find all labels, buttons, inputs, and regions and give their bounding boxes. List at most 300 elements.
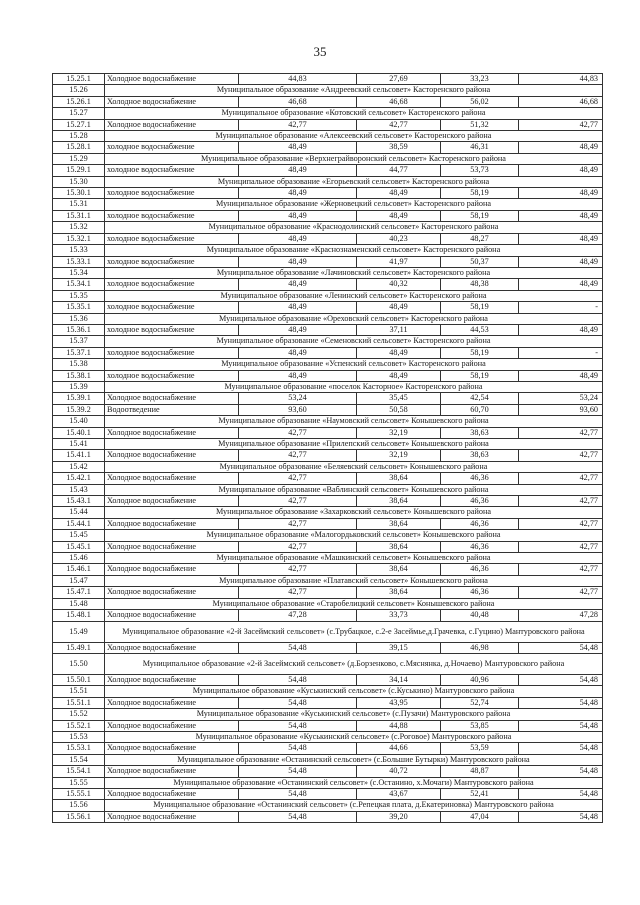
tariff-value: 48,49: [519, 324, 603, 335]
tariff-value: 52,41: [441, 788, 519, 799]
row-number: 15.54.1: [53, 766, 105, 777]
tariff-value: 38,64: [357, 518, 441, 529]
municipality-name: Муниципальное образование «Краснознаменский сельсовет» Касторенского района: [105, 245, 603, 256]
tariff-value: 32,19: [357, 450, 441, 461]
service-label: Холодное водоснабжение: [105, 766, 239, 777]
row-number: 15.29.1: [53, 165, 105, 176]
tariff-value: 38,64: [357, 496, 441, 507]
municipality-name: Муниципальное образование «Куськинский сельсовет» (с.Куськино) Мантуровского района: [105, 686, 603, 697]
tariff-value: 42,77: [239, 518, 357, 529]
tariff-value: 42,77: [239, 119, 357, 130]
row-number: 15.40: [53, 416, 105, 427]
tariff-value: 46,68: [239, 96, 357, 107]
row-number: 15.55: [53, 777, 105, 788]
service-label: Холодное водоснабжение: [105, 587, 239, 598]
row-number: 15.49: [53, 621, 105, 642]
row-number: 15.37.1: [53, 347, 105, 358]
service-label: Холодное водоснабжение: [105, 674, 239, 685]
row-number: 15.56.1: [53, 811, 105, 822]
section-header-row: [53, 621, 603, 642]
tariff-row: [53, 74, 603, 85]
section-header-row: [53, 553, 603, 564]
tariff-value: 48,49: [519, 256, 603, 267]
tariff-value: 47,28: [519, 610, 603, 621]
tariff-value: 93,60: [519, 404, 603, 415]
tariff-value: 34,14: [357, 674, 441, 685]
tariff-value: 58,19: [441, 210, 519, 221]
tariff-value: 40,96: [441, 674, 519, 685]
municipality-name: Муниципальное образование «Малогордьковский сельсовет» Конышевского района: [105, 530, 603, 541]
municipality-name: Муниципальное образование «2-й Засеймский сельсовет» (с.Трубацкое, с.2-е Засеймье,д.Грачевка, с.Гуцино) Мантуровского района: [105, 621, 603, 642]
service-label: Холодное водоснабжение: [105, 427, 239, 438]
row-number: 15.52.1: [53, 720, 105, 731]
tariff-value: 42,77: [519, 473, 603, 484]
service-label: Холодное водоснабжение: [105, 811, 239, 822]
tariff-row: [53, 743, 603, 754]
row-number: 15.26.1: [53, 96, 105, 107]
section-header-row: [53, 575, 603, 586]
row-number: 15.27.1: [53, 119, 105, 130]
tariff-value: 54,48: [519, 811, 603, 822]
service-label: холодное водоснабжение: [105, 279, 239, 290]
tariff-value: 44,83: [239, 74, 357, 85]
tariff-value: 58,19: [441, 370, 519, 381]
tariff-value: 54,48: [519, 720, 603, 731]
row-number: 15.30: [53, 176, 105, 187]
tariff-value: 38,63: [441, 450, 519, 461]
service-label: Холодное водоснабжение: [105, 96, 239, 107]
tariff-value: 35,45: [357, 393, 441, 404]
service-label: Холодное водоснабжение: [105, 393, 239, 404]
municipality-name: Муниципальное образование «Старобелицкий сельсовет» Конышевского района: [105, 598, 603, 609]
municipality-name: Муниципальное образование «Куськинский сельсовет» (с.Роговое) Мантуровского района: [105, 731, 603, 742]
tariff-row: [53, 370, 603, 381]
tariff-row: [53, 674, 603, 685]
tariff-value: 44,66: [357, 743, 441, 754]
tariff-value: 48,49: [357, 302, 441, 313]
tariff-value: 44,53: [441, 324, 519, 335]
service-label: холодное водоснабжение: [105, 256, 239, 267]
tariff-row: [53, 720, 603, 731]
service-label: холодное водоснабжение: [105, 347, 239, 358]
row-number: 15.49.1: [53, 642, 105, 653]
tariff-value: 48,49: [239, 210, 357, 221]
row-number: 15.28: [53, 131, 105, 142]
tariff-value: 43,67: [357, 788, 441, 799]
service-label: Холодное водоснабжение: [105, 642, 239, 653]
municipality-name: Муниципальное образование «Прилепский сельсовет» Конышевского района: [105, 439, 603, 450]
tariff-row: [53, 450, 603, 461]
tariff-value: 48,49: [519, 370, 603, 381]
tariff-value: 48,49: [357, 370, 441, 381]
section-header-row: [53, 598, 603, 609]
row-number: 15.44.1: [53, 518, 105, 529]
tariff-value: 42,77: [357, 119, 441, 130]
row-number: 15.31: [53, 199, 105, 210]
tariff-value: 40,23: [357, 233, 441, 244]
tariff-value: 48,87: [441, 766, 519, 777]
service-label: Холодное водоснабжение: [105, 564, 239, 575]
tariff-value: 54,48: [519, 642, 603, 653]
tariff-value: 46,36: [441, 473, 519, 484]
row-number: 15.47.1: [53, 587, 105, 598]
section-header-row: [53, 85, 603, 96]
row-number: 15.41: [53, 439, 105, 450]
tariff-value: 42,77: [239, 564, 357, 575]
row-number: 15.32: [53, 222, 105, 233]
section-header-row: [53, 800, 603, 811]
section-header-row: [53, 108, 603, 119]
municipality-name: Муниципальное образование «Захарковский сельсовет» Конышевского района: [105, 507, 603, 518]
tariff-row: [53, 473, 603, 484]
tariff-value: 46,98: [441, 642, 519, 653]
tariff-value: 38,64: [357, 541, 441, 552]
service-label: Холодное водоснабжение: [105, 697, 239, 708]
tariff-value: 40,48: [441, 610, 519, 621]
municipality-name: Муниципальное образование «Куськинский сельсовет» (с.Пузачи) Мантуровского района: [105, 709, 603, 720]
row-number: 15.28.1: [53, 142, 105, 153]
service-label: Холодное водоснабжение: [105, 720, 239, 731]
tariff-value: 33,23: [441, 74, 519, 85]
tariff-value: 46,36: [441, 518, 519, 529]
tariff-value: 48,49: [519, 165, 603, 176]
tariff-value: 42,77: [519, 450, 603, 461]
tariff-value: 44,88: [357, 720, 441, 731]
section-header-row: [53, 245, 603, 256]
tariff-value: 48,49: [239, 279, 357, 290]
municipality-name: Муниципальное образование «Останинский сельсовет» (с.Останино, х.Мочаги) Мантуровского района: [105, 777, 603, 788]
service-label: Холодное водоснабжение: [105, 74, 239, 85]
municipality-name: Муниципальное образование «Машкинский сельсовет» Конышевского района: [105, 553, 603, 564]
tariff-value: 32,19: [357, 427, 441, 438]
tariff-value: 48,49: [239, 142, 357, 153]
section-header-row: [53, 199, 603, 210]
row-number: 15.29: [53, 153, 105, 164]
tariff-value: 42,77: [519, 518, 603, 529]
service-label: холодное водоснабжение: [105, 210, 239, 221]
section-header-row: [53, 359, 603, 370]
service-label: Холодное водоснабжение: [105, 496, 239, 507]
tariff-value: 42,77: [519, 427, 603, 438]
tariff-value: 56,02: [441, 96, 519, 107]
tariff-value: 54,48: [519, 788, 603, 799]
tariff-value: 54,48: [239, 720, 357, 731]
section-header-row: [53, 731, 603, 742]
tariff-value: 46,31: [441, 142, 519, 153]
tariff-value: 39,15: [357, 642, 441, 653]
row-number: 15.39.1: [53, 393, 105, 404]
tariff-value: 48,49: [357, 210, 441, 221]
tariff-value: 53,24: [239, 393, 357, 404]
tariff-row: [53, 496, 603, 507]
section-header-row: [53, 754, 603, 765]
row-number: 15.38: [53, 359, 105, 370]
tariff-value: 54,48: [239, 743, 357, 754]
tariff-value: 42,77: [239, 473, 357, 484]
tariff-value: 40,72: [357, 766, 441, 777]
tariff-value: 54,48: [239, 674, 357, 685]
municipality-name: Муниципальное образование «Наумовский сельсовет» Конышевского района: [105, 416, 603, 427]
row-number: 15.34.1: [53, 279, 105, 290]
row-number: 15.34: [53, 267, 105, 278]
tariff-value: 54,48: [519, 697, 603, 708]
row-number: 15.43: [53, 484, 105, 495]
tariff-value: 46,68: [357, 96, 441, 107]
tariff-value: 48,49: [357, 188, 441, 199]
tariff-value: 58,19: [441, 302, 519, 313]
tariff-value: 48,49: [239, 165, 357, 176]
tariff-value: 93,60: [239, 404, 357, 415]
service-label: холодное водоснабжение: [105, 370, 239, 381]
service-label: холодное водоснабжение: [105, 188, 239, 199]
municipality-name: Муниципальное образование «Ореховский сельсовет» Касторенского района: [105, 313, 603, 324]
service-label: Холодное водоснабжение: [105, 450, 239, 461]
row-number: 15.38.1: [53, 370, 105, 381]
tariff-row: [53, 610, 603, 621]
section-header-row: [53, 153, 603, 164]
section-header-row: [53, 507, 603, 518]
service-label: Водоотведение: [105, 404, 239, 415]
row-number: 15.45: [53, 530, 105, 541]
tariff-value: 46,36: [441, 564, 519, 575]
municipality-name: Муниципальное образование «Краснодолинский сельсовет» Касторенского района: [105, 222, 603, 233]
row-number: 15.44: [53, 507, 105, 518]
municipality-name: Муниципальное образование «2-й Засеймский сельсовет» (д.Борзенково, с.Мяснянка, д.Ночаево) Мантуровского района: [105, 653, 603, 674]
row-number: 15.35: [53, 290, 105, 301]
tariff-value: 48,49: [519, 188, 603, 199]
tariff-value: 48,49: [239, 324, 357, 335]
tariff-value: 54,48: [239, 788, 357, 799]
municipality-name: Муниципальное образование «поселок Касторное» Касторенского района: [105, 381, 603, 392]
row-number: 15.48: [53, 598, 105, 609]
municipality-name: Муниципальное образование «Котовский сельсовет» Касторенского района: [105, 108, 603, 119]
tariff-row: [53, 233, 603, 244]
tariff-value: 42,77: [519, 564, 603, 575]
row-number: 15.45.1: [53, 541, 105, 552]
service-label: холодное водоснабжение: [105, 302, 239, 313]
row-number: 15.35.1: [53, 302, 105, 313]
row-number: 15.39.2: [53, 404, 105, 415]
section-header-row: [53, 686, 603, 697]
service-label: Холодное водоснабжение: [105, 119, 239, 130]
tariff-value: 53,59: [441, 743, 519, 754]
tariff-value: 54,48: [239, 697, 357, 708]
tariff-row: [53, 210, 603, 221]
row-number: 15.33: [53, 245, 105, 256]
tariff-row: [53, 541, 603, 552]
tariff-row: [53, 96, 603, 107]
tariff-value: 46,36: [441, 496, 519, 507]
tariff-value: 47,28: [239, 610, 357, 621]
tariff-table: [52, 73, 603, 823]
tariff-row: [53, 427, 603, 438]
tariff-value: 44,77: [357, 165, 441, 176]
tariff-value: 53,85: [441, 720, 519, 731]
tariff-value: 38,64: [357, 587, 441, 598]
tariff-value: 54,48: [519, 674, 603, 685]
tariff-value: 48,49: [239, 347, 357, 358]
row-number: 15.50.1: [53, 674, 105, 685]
municipality-name: Муниципальное образование «Верхнеграйворонский сельсовет» Касторенского района: [105, 153, 603, 164]
row-number: 15.53: [53, 731, 105, 742]
service-label: Холодное водоснабжение: [105, 473, 239, 484]
row-number: 15.47: [53, 575, 105, 586]
tariff-value: 47,04: [441, 811, 519, 822]
tariff-value: 48,49: [519, 233, 603, 244]
row-number: 15.25.1: [53, 74, 105, 85]
tariff-value: 48,49: [239, 370, 357, 381]
tariff-value: 48,38: [441, 279, 519, 290]
tariff-value: 54,48: [519, 766, 603, 777]
row-number: 15.51.1: [53, 697, 105, 708]
tariff-value: 48,49: [519, 142, 603, 153]
row-number: 15.39: [53, 381, 105, 392]
section-header-row: [53, 777, 603, 788]
tariff-table-body: [53, 74, 603, 823]
service-label: холодное водоснабжение: [105, 142, 239, 153]
tariff-value: 54,48: [239, 642, 357, 653]
section-header-row: [53, 461, 603, 472]
tariff-value: 38,59: [357, 142, 441, 153]
tariff-row: [53, 347, 603, 358]
row-number: 15.56: [53, 800, 105, 811]
row-number: 15.42.1: [53, 473, 105, 484]
service-label: Холодное водоснабжение: [105, 788, 239, 799]
tariff-value: -: [519, 302, 603, 313]
tariff-row: [53, 256, 603, 267]
row-number: 15.46.1: [53, 564, 105, 575]
tariff-value: 48,49: [239, 256, 357, 267]
tariff-value: 44,83: [519, 74, 603, 85]
municipality-name: Муниципальное образование «Останинский сельсовет» (с.Репецкая плата, д.Екатериновка) Мантуровского района: [105, 800, 603, 811]
service-label: Холодное водоснабжение: [105, 610, 239, 621]
tariff-value: 54,48: [519, 743, 603, 754]
tariff-value: 46,36: [441, 541, 519, 552]
tariff-value: 48,49: [357, 347, 441, 358]
row-number: 15.55.1: [53, 788, 105, 799]
tariff-value: 54,48: [239, 811, 357, 822]
service-label: Холодное водоснабжение: [105, 518, 239, 529]
tariff-value: 53,73: [441, 165, 519, 176]
tariff-row: [53, 165, 603, 176]
section-header-row: [53, 267, 603, 278]
tariff-value: 42,77: [239, 496, 357, 507]
tariff-value: 37,11: [357, 324, 441, 335]
service-label: Холодное водоснабжение: [105, 541, 239, 552]
tariff-value: 42,77: [519, 119, 603, 130]
tariff-value: 33,73: [357, 610, 441, 621]
tariff-value: 50,37: [441, 256, 519, 267]
tariff-row: [53, 587, 603, 598]
municipality-name: Муниципальное образование «Алексеевский сельсовет» Касторенского района: [105, 131, 603, 142]
tariff-value: 48,27: [441, 233, 519, 244]
tariff-value: 39,20: [357, 811, 441, 822]
tariff-value: 53,24: [519, 393, 603, 404]
service-label: холодное водоснабжение: [105, 165, 239, 176]
row-number: 15.37: [53, 336, 105, 347]
tariff-value: 51,32: [441, 119, 519, 130]
tariff-value: 27,69: [357, 74, 441, 85]
tariff-row: [53, 119, 603, 130]
section-header-row: [53, 176, 603, 187]
row-number: 15.43.1: [53, 496, 105, 507]
tariff-row: [53, 279, 603, 290]
tariff-row: [53, 324, 603, 335]
tariff-row: [53, 188, 603, 199]
tariff-value: 52,74: [441, 697, 519, 708]
tariff-row: [53, 788, 603, 799]
municipality-name: Муниципальное образование «Ленинский сельсовет» Касторенского района: [105, 290, 603, 301]
municipality-name: Муниципальное образование «Платавский сельсовет» Конышевского района: [105, 575, 603, 586]
section-header-row: [53, 131, 603, 142]
section-header-row: [53, 484, 603, 495]
row-number: 15.40.1: [53, 427, 105, 438]
tariff-row: [53, 697, 603, 708]
tariff-value: 42,54: [441, 393, 519, 404]
row-number: 15.30.1: [53, 188, 105, 199]
municipality-name: Муниципальное образование «Лачиновский сельсовет» Касторенского района: [105, 267, 603, 278]
tariff-value: 60,70: [441, 404, 519, 415]
row-number: 15.48.1: [53, 610, 105, 621]
tariff-value: -: [519, 347, 603, 358]
tariff-row: [53, 142, 603, 153]
tariff-value: 46,36: [441, 587, 519, 598]
tariff-value: 42,77: [239, 427, 357, 438]
section-header-row: [53, 313, 603, 324]
section-header-row: [53, 530, 603, 541]
tariff-value: 38,64: [357, 564, 441, 575]
municipality-name: Муниципальное образование «Семеновский сельсовет» Касторенского района: [105, 336, 603, 347]
service-label: холодное водоснабжение: [105, 233, 239, 244]
tariff-value: 40,32: [357, 279, 441, 290]
tariff-value: 42,77: [239, 450, 357, 461]
row-number: 15.41.1: [53, 450, 105, 461]
row-number: 15.31.1: [53, 210, 105, 221]
tariff-value: 46,68: [519, 96, 603, 107]
municipality-name: Муниципальное образование «Ваблинский сельсовет» Конышевского района: [105, 484, 603, 495]
tariff-row: [53, 766, 603, 777]
tariff-value: 58,19: [441, 188, 519, 199]
row-number: 15.42: [53, 461, 105, 472]
tariff-value: 42,77: [239, 587, 357, 598]
section-header-row: [53, 709, 603, 720]
row-number: 15.32.1: [53, 233, 105, 244]
row-number: 15.51: [53, 686, 105, 697]
tariff-row: [53, 404, 603, 415]
tariff-value: 42,77: [519, 587, 603, 598]
section-header-row: [53, 290, 603, 301]
section-header-row: [53, 222, 603, 233]
service-label: холодное водоснабжение: [105, 324, 239, 335]
municipality-name: Муниципальное образование «Жерновецкий сельсовет» Касторенского района: [105, 199, 603, 210]
section-header-row: [53, 381, 603, 392]
row-number: 15.27: [53, 108, 105, 119]
tariff-value: 48,49: [239, 302, 357, 313]
row-number: 15.53.1: [53, 743, 105, 754]
tariff-row: [53, 302, 603, 313]
page-number: 35: [313, 44, 327, 59]
tariff-row: [53, 642, 603, 653]
tariff-row: [53, 811, 603, 822]
tariff-value: 48,49: [519, 210, 603, 221]
tariff-value: 43,95: [357, 697, 441, 708]
tariff-row: [53, 564, 603, 575]
tariff-value: 38,63: [441, 427, 519, 438]
tariff-value: 42,77: [519, 541, 603, 552]
row-number: 15.26: [53, 85, 105, 96]
service-label: Холодное водоснабжение: [105, 743, 239, 754]
row-number: 15.52: [53, 709, 105, 720]
